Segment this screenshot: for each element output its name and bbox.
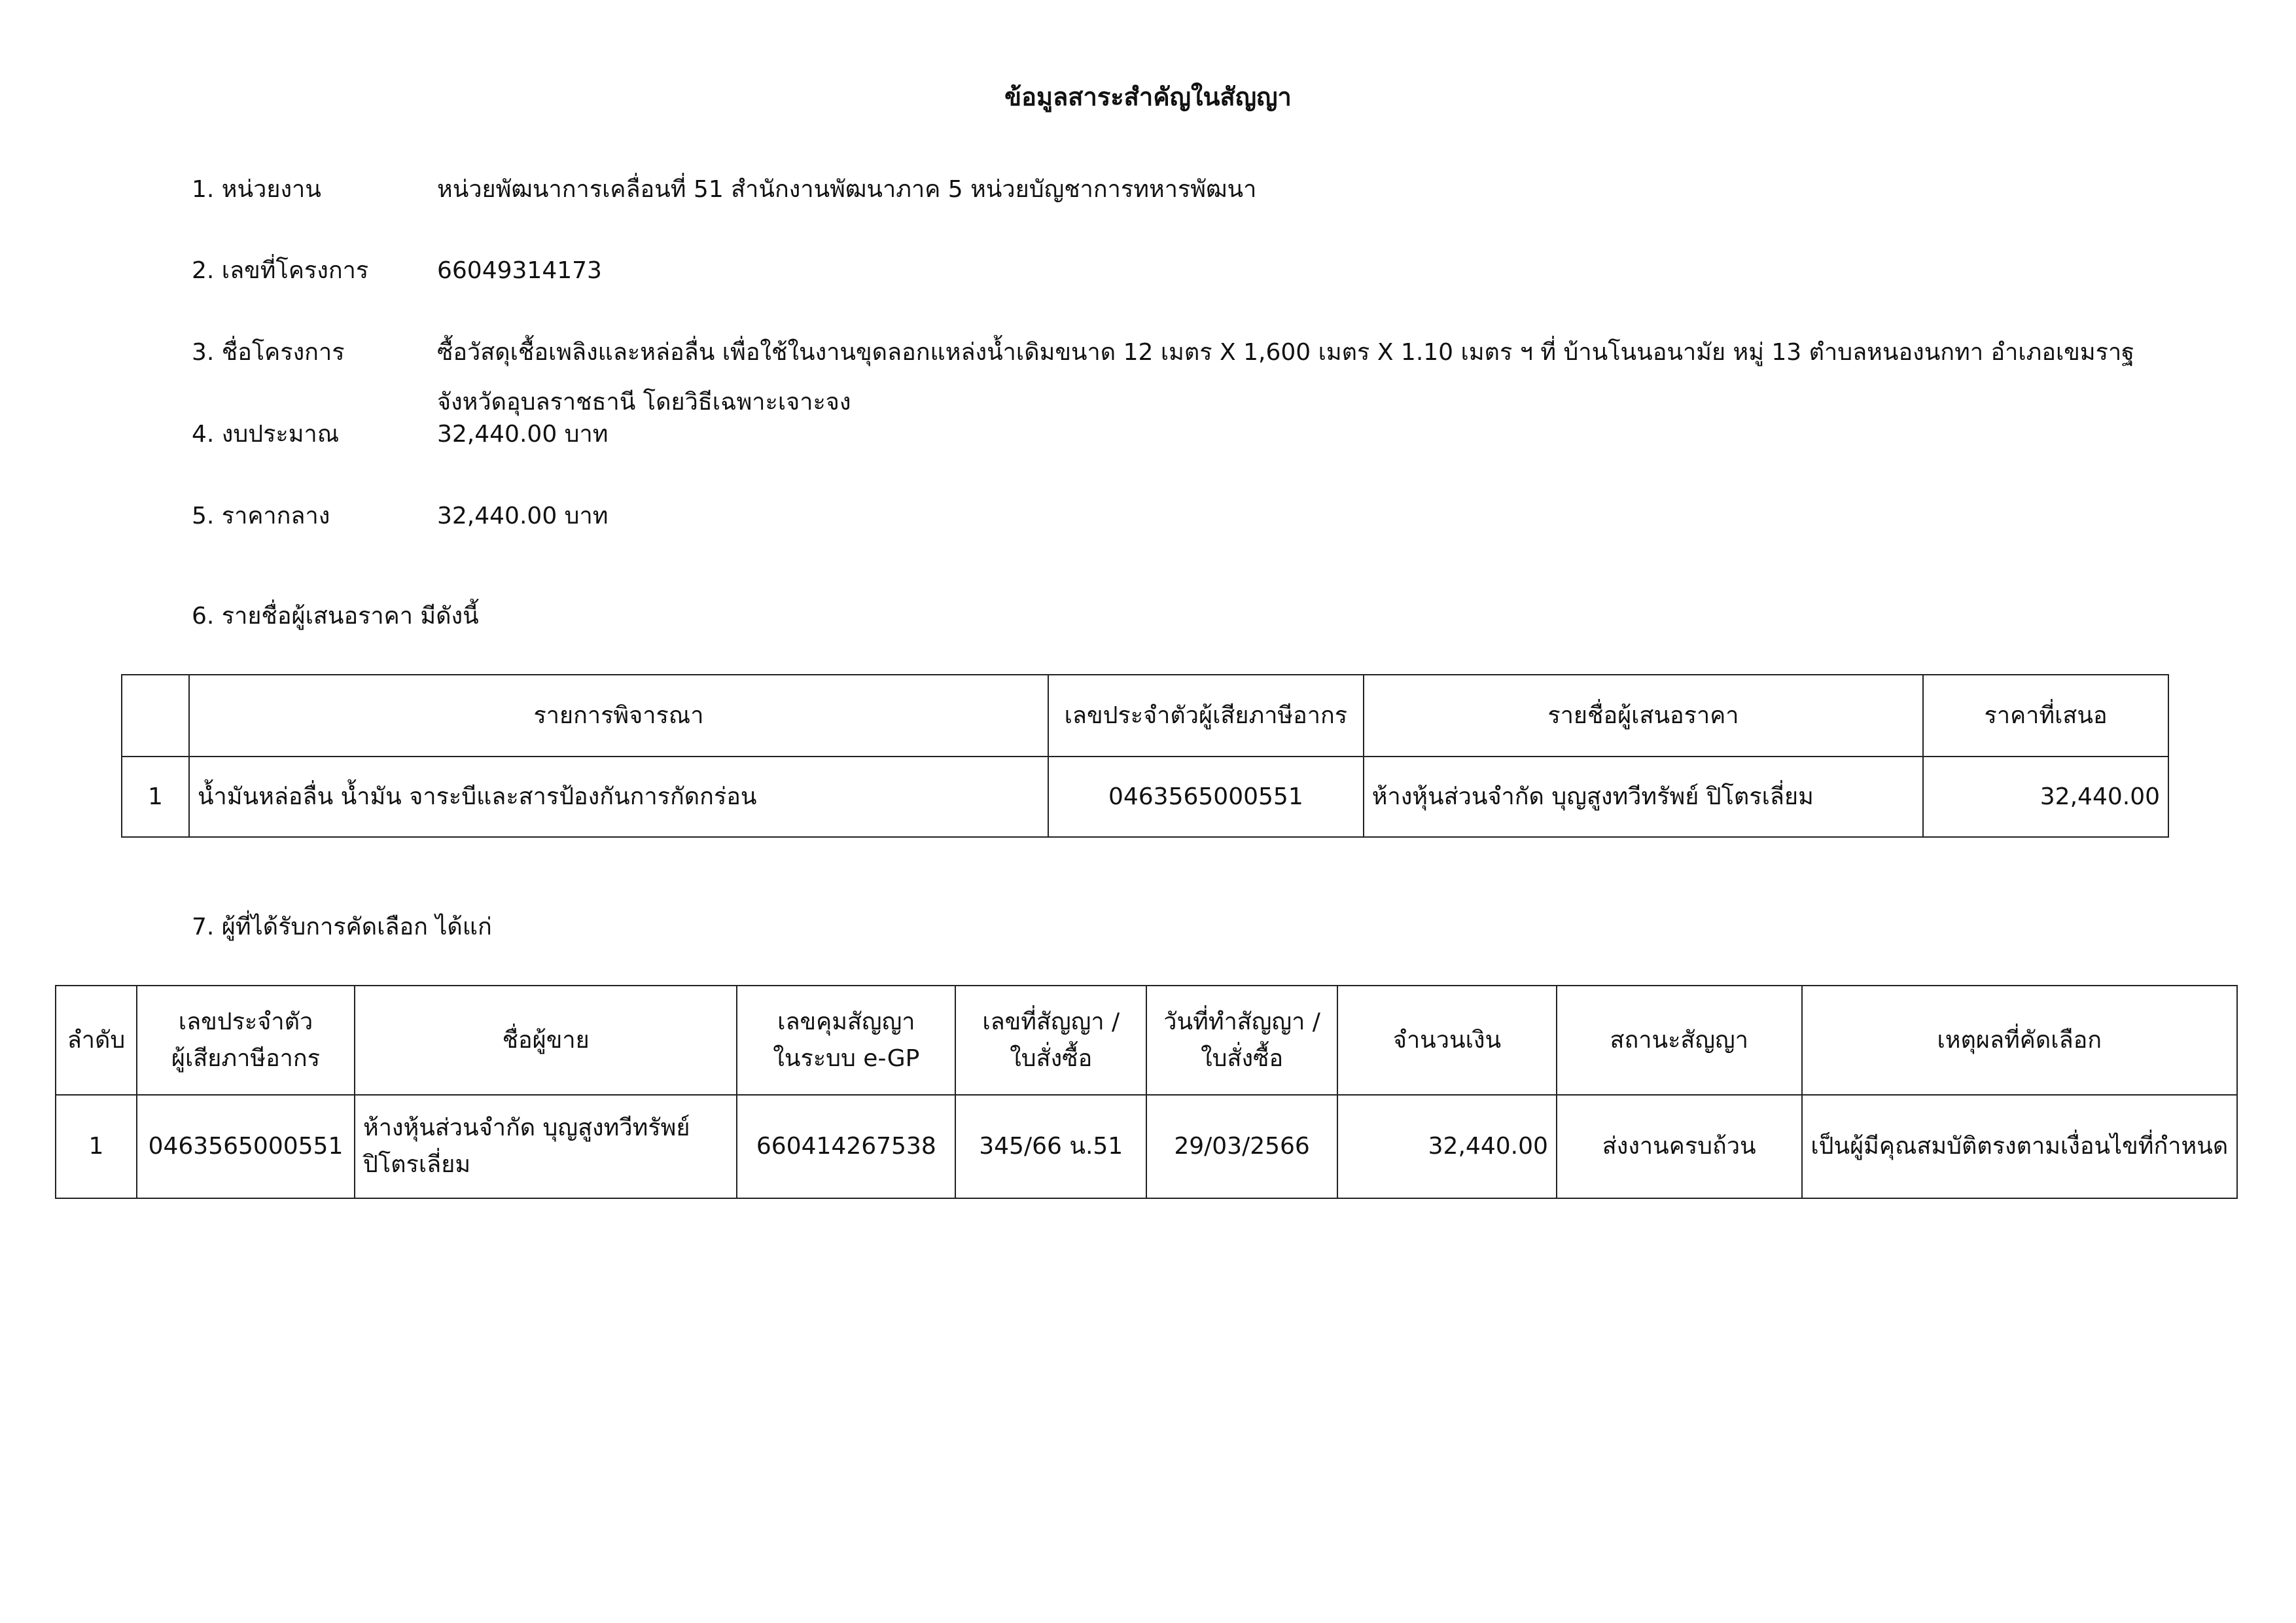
bidders-header-index <box>122 675 189 757</box>
field-median-price-label: 5. ราคากลาง <box>192 503 330 529</box>
selected-header-no: ลำดับ <box>56 986 137 1095</box>
selected-header-contract-no-line1: เลขที่สัญญา / <box>982 1008 1120 1035</box>
selected-header-control <box>737 986 955 1095</box>
selected-cell-reason: เป็นผู้มีคุณสมบัติตรงตามเงื่อนไขที่กำหนด <box>1802 1095 2237 1198</box>
field-budget-label: 4. งบประมาณ <box>192 421 340 448</box>
selected-cell-amount: 32,440.00 <box>1337 1095 1557 1198</box>
field-project-name-label: 3. ชื่อโครงการ <box>192 339 345 366</box>
selected-header-date-line2: ใบสั่งซื้อ <box>1201 1044 1284 1072</box>
selected-heading-text: 7. ผู้ที่ได้รับการคัดเลือก ได้แก่ <box>192 914 492 940</box>
selected-cell-seller <box>355 1095 737 1198</box>
selected-header-control-line1: เลขคุมสัญญา <box>777 1008 915 1035</box>
field-project-no-label: 2. เลขที่โครงการ <box>192 257 369 284</box>
selected-header-reason: เหตุผลที่คัดเลือก <box>1802 986 2237 1095</box>
bidders-cell-price: 32,440.00 <box>1923 757 2168 837</box>
field-median-price-value: 32,440.00 บาท <box>437 503 609 529</box>
selected-header-date-line1: วันที่ทำสัญญา / <box>1163 1008 1320 1035</box>
field-agency-label: 1. หน่วยงาน <box>192 176 321 203</box>
selected-header-tax-id <box>137 986 355 1095</box>
selected-cell-status: ส่งงานครบถ้วน <box>1557 1095 1802 1198</box>
field-agency-value: หน่วยพัฒนาการเคลื่อนที่ 51 สำนักงานพัฒนาภาค 5 หน่วยบัญชาการทหารพัฒนา <box>437 176 1257 203</box>
selected-header-seller: ชื่อผู้ขาย <box>355 986 737 1095</box>
bidders-header-tax-id: เลขประจำตัวผู้เสียภาษีอากร <box>1048 675 1364 757</box>
field-project-name-line2: จังหวัดอุบลราชธานี โดยวิธีเฉพาะเจาะจง <box>437 389 851 416</box>
selected-cell-date: 29/03/2566 <box>1146 1095 1337 1198</box>
table-row <box>56 1095 2237 1198</box>
selected-header-tax-id-line1: เลขประจำตัว <box>178 1008 313 1035</box>
selected-cell-seller-line1: ห้างหุ้นส่วนจำกัด บุญสูงทวีทรัพย์ <box>362 1115 690 1141</box>
selected-header-amount: จำนวนเงิน <box>1337 986 1557 1095</box>
bidders-cell-bidder: ห้างหุ้นส่วนจำกัด บุญสูงทวีทรัพย์ ปิโตรเลี่ยม <box>1364 757 1923 837</box>
bidders-cell-index: 1 <box>122 757 189 837</box>
bidders-cell-tax-id: 0463565000551 <box>1048 757 1364 837</box>
selected-header-status: สถานะสัญญา <box>1557 986 1802 1095</box>
selected-header-contract-no <box>955 986 1146 1095</box>
selected-header-date <box>1146 986 1337 1095</box>
selected-header-contract-no-line2: ใบสั่งซื้อ <box>1010 1044 1093 1072</box>
field-project-no-value: 66049314173 <box>437 257 602 284</box>
document-title: ข้อมูลสาระสำคัญในสัญญา <box>1004 82 1292 111</box>
table-row <box>122 757 2168 837</box>
bidders-header-price: ราคาที่เสนอ <box>1923 675 2168 757</box>
selected-cell-control: 660414267538 <box>737 1095 955 1198</box>
bidders-table <box>121 674 2169 838</box>
bidders-heading-text: 6. รายชื่อผู้เสนอราคา มีดังนี้ <box>192 603 479 630</box>
selected-cell-contract-no: 345/66 น.51 <box>955 1095 1146 1198</box>
selected-table <box>55 985 2238 1199</box>
bidders-cell-item: น้ำมันหล่อลื่น น้ำมัน จาระบีและสารป้องกันการกัดกร่อน <box>189 757 1048 837</box>
selected-cell-tax-id: 0463565000551 <box>137 1095 355 1198</box>
field-project-name-line1: ซื้อวัสดุเชื้อเพลิงและหล่อลื่น เพื่อใช้ในงานขุดลอกแหล่งน้ำเดิมขนาด 12 เมตร X 1,600 เมตร X 1.10 เมตร ฯ ที่ บ้านโนนอนามัย หมู่ 13 ตำบลหนองนกทา อำเภอเขมราฐ <box>437 339 2135 366</box>
bidders-header-bidder: รายชื่อผู้เสนอราคา <box>1364 675 1923 757</box>
selected-cell-seller-line2: ปิโตรเลี่ยม <box>362 1151 471 1178</box>
selected-header-tax-id-line2: ผู้เสียภาษีอากร <box>171 1044 321 1072</box>
table-header-row <box>56 986 2237 1095</box>
bidders-header-item: รายการพิจารณา <box>189 675 1048 757</box>
selected-header-control-line2: ในระบบ e-GP <box>773 1044 920 1072</box>
field-budget-value: 32,440.00 บาท <box>437 421 609 448</box>
selected-cell-no: 1 <box>56 1095 137 1198</box>
table-header-row <box>122 675 2168 757</box>
